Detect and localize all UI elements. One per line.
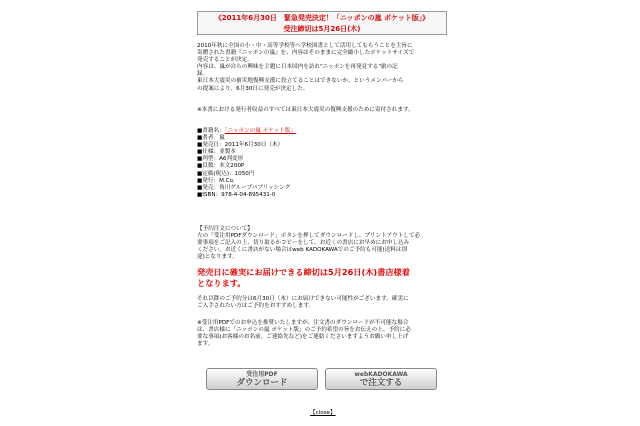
spec-item: ■発売：角川グループパブリッシング (197, 184, 291, 191)
book-title-link[interactable]: 「ニッポンの嵐 ポケット版」 (224, 128, 296, 134)
intro-paragraph (197, 43, 448, 93)
book-specs (197, 128, 448, 199)
urgent-notice-box (197, 11, 447, 35)
intro-line: 東日本大震災の被災地復興支援に役立てることはできないか、というメンバーから (197, 78, 404, 85)
reservation-section (197, 226, 448, 261)
pdf-download-button[interactable]: 受注用PDF ダウンロード (206, 368, 318, 390)
spec-item: ■仕様：並製本 (197, 149, 236, 156)
alternative-order-note: ※受注用PDFでのお申込を推奨いたしますが、注文書のダウンロードが不可能な場合 は、書店様に「ニッポンの嵐 ポケット版」のご予約希望の旨をお伝えの上、予約に必 要な事項(お客様のお名前、ご連絡先など)をご連絡くださいますようお願い申し上げ ます。 (197, 320, 411, 348)
spec-item: ■判型：A6判変形 (197, 156, 244, 163)
notice-deadline: 受注締切は5月26日(木) (283, 25, 361, 33)
reservation-line: 左の「受注用PDFダウンロード」ボタンを押してダウンロードし、プリントアウトして必 (197, 233, 421, 240)
web-order-button[interactable]: webKADOKAWA で注文する (325, 368, 437, 390)
close-link[interactable]: 【close】 (310, 410, 336, 416)
intro-line: の提案により、6月30日に発売が決定した。 (197, 85, 309, 92)
reservation-heading: 【予約注文について】 (197, 226, 253, 232)
intro-line: 内容は、嵐が自らの興味を主題に日本国内を訪れ"ニッポンを再発見する"旅の記 (197, 64, 398, 71)
donation-note: ※本書における発行者収益のすべては東日本大震災の復興支援のために寄付されます。 (197, 107, 414, 113)
book-title-label: ■書籍名： (197, 128, 225, 134)
intro-line: 寄贈された書籍『ニッポンの嵐』を、内容はそのままに完全縮小したポケットサイズで (197, 50, 415, 57)
book-title-row (197, 128, 448, 135)
reservation-line: 途)となります。 (197, 254, 238, 261)
reservation-line: ください。お近くに書店がない場合はweb KADOKAWAでのご予約も可能(送料は別 (197, 247, 407, 254)
deadline-warning: 発売日に確実にお届けできる締切は5月26日(木)書店様着 となります。 (197, 267, 410, 288)
spec-item: ■発行：M.Co. (197, 177, 235, 184)
notice-title: 《2011年6月30日 緊急発売決定！「ニッポンの嵐 ポケット版」》 (214, 14, 430, 22)
spec-item: ■ISBN：978-4-04-895431-0 (197, 191, 276, 198)
intro-line: 録。 (197, 71, 209, 78)
spec-item: ■頁数：本文200P (197, 163, 245, 170)
intro-line: 2010年秋に全国の小・中・高等学校等へ学校図書として活用してもらうことを主旨に (197, 43, 413, 49)
intro-line: 発売することが決定。 (197, 57, 253, 64)
spec-item: ■著者：嵐 (197, 135, 225, 142)
after-deadline-note: それ以降のご予約分は6月30日（木）にお届けできない可能性がございます。確実に ご入手されたい方はご予約をおすすめします。 (197, 296, 409, 310)
spec-item: ■定価(税込)：1050円 (197, 170, 255, 177)
spec-item: ■発売日：2011年6月30日（木） (197, 142, 284, 149)
reservation-line: 要事項をご記入の上、切り取るかコピーをして、お近くの書店にお早めにお申し込み (197, 240, 410, 247)
